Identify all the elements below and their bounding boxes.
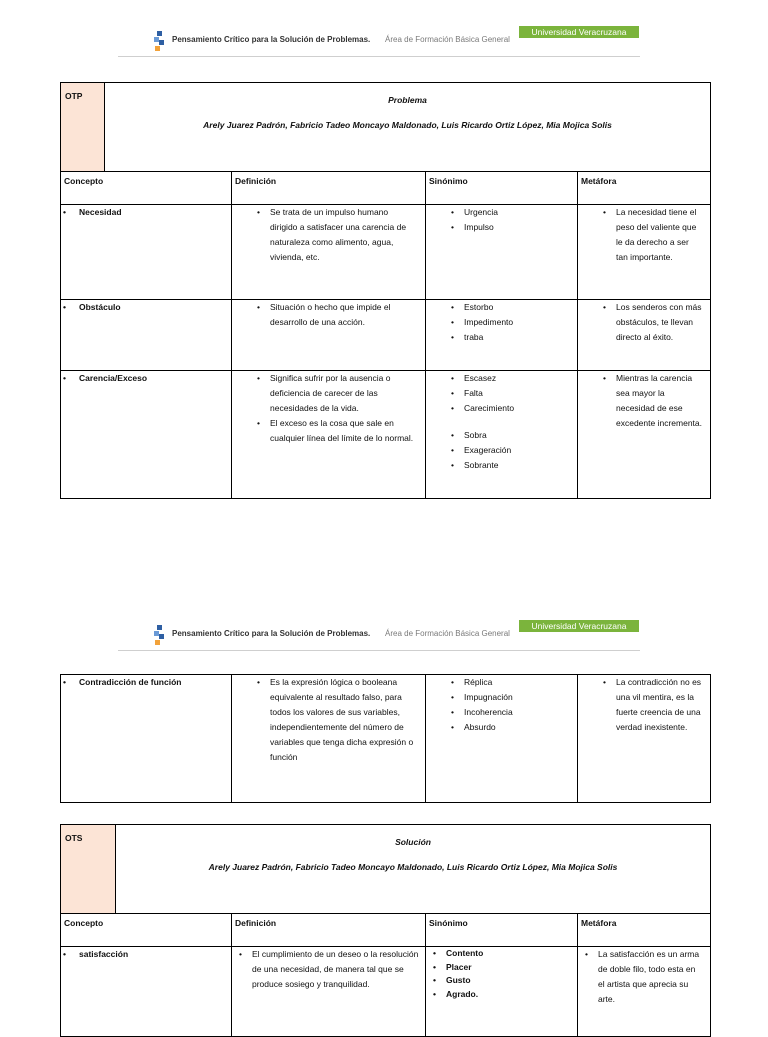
col-header-sinonimo: Sinónimo [426,914,578,947]
uv-logo-icon [154,625,164,647]
synonym-item: • Impedimento [464,315,577,330]
otp-title-cell [105,83,711,172]
table-row [61,947,711,1037]
col-header-concepto: Concepto [61,914,232,947]
col-header-definicion: Definición [232,914,426,947]
table-row [61,205,711,300]
otp-authors: Arely Juarez Padrón, Fabricio Tadeo Moncayo Maldonado, Luis Ricardo Ortiz López, Mia Mojica Solis [203,120,612,130]
col-header-definicion: Definición [232,172,426,205]
table-row [61,675,711,803]
area-name: Área de Formación Básica General [385,35,510,44]
synonym-item: • Urgencia [464,205,577,220]
otp-table [60,82,711,499]
col-header-sinonimo: Sinónimo [426,172,578,205]
synonym-item: • Agrado. [446,988,577,1002]
metaphor-text: • La necesidad tiene el peso del valiente que le da derecho a ser tan importante. [616,205,702,265]
synonym-item: • Absurdo [464,720,577,735]
university-badge: Universidad Veracruzana [519,620,639,632]
metaphor-text: • Mientras la carencia sea mayor la necesidad de ese excedente incrementa. [616,371,702,431]
synonym-item: • Falta [464,386,577,401]
ots-table [60,824,711,1037]
definition-text: • Situación o hecho que impide el desarrollo de una acción. [270,300,415,330]
course-name: Pensamiento Crítico para la Solución de Problemas. [172,629,371,638]
uv-logo-icon [154,31,164,53]
concept-label: • Obstáculo [61,300,231,315]
metaphor-text: • La satisfacción es un arma de doble filo, todo esta en el artista que aprecia su arte. [598,947,702,1007]
otp-tag: OTP [61,83,105,172]
synonym-item: • Escasez [464,371,577,386]
otp-title: Problema [388,95,427,105]
synonym-item: • Sobra [464,428,577,443]
synonym-item: • Exageración [464,443,577,458]
course-name: Pensamiento Crítico para la Solución de Problemas. [172,35,371,44]
synonym-item: • Incoherencia [464,705,577,720]
definition-text: • Se trata de un impulso humano dirigido a satisfacer una carencia de naturaleza como alimento, agua, vivienda, etc. [270,205,415,265]
otp-continuation-table [60,674,711,803]
page-header [118,24,640,57]
area-name: Área de Formación Básica General [385,629,510,638]
metaphor-text: • La contradicción no es una vil mentira, es la fuerte creencia de una verdad inexistente. [616,675,702,735]
concept-label: • Carencia/Exceso [61,371,231,386]
university-badge: Universidad Veracruzana [519,26,639,38]
col-header-concepto: Concepto [61,172,232,205]
concept-label: • Necesidad [61,205,231,220]
synonym-item: • Contento [446,947,577,961]
ots-authors: Arely Juarez Padrón, Fabricio Tadeo Moncayo Maldonado, Luis Ricardo Ortiz López, Mia Mojica Solis [208,862,618,872]
ots-title: Solución [395,837,431,847]
synonym-item: • Placer [446,961,577,975]
synonym-item: • Sobrante [464,458,577,473]
page-header [118,618,640,651]
col-header-metafora: Metáfora [578,172,711,205]
concept-label: • Contradicción de función [61,675,231,690]
ots-tag: OTS [61,825,116,914]
concept-label: • satisfacción [61,947,231,962]
table-row [61,371,711,499]
col-header-metafora: Metáfora [578,914,711,947]
table-row [61,300,711,371]
ots-title-cell [116,825,711,914]
definition-text: • Es la expresión lógica o booleana equivalente al resultado falso, para todos los valores de sus variables, independientemente del número de variables que tenga dicha expresión o función [270,675,415,765]
synonym-item: • Gusto [446,974,577,988]
synonym-item: • Estorbo [464,300,577,315]
definition-text: • El cumplimiento de un deseo o la resolución de una necesidad, de manera tal que se produce sosiego y tranquilidad. [252,947,419,992]
metaphor-text: • Los senderos con más obstáculos, te llevan directo al éxito. [616,300,702,345]
synonym-item: • Carecimiento [464,401,577,416]
definition-text: • El exceso es la cosa que sale en cualquier línea del límite de lo normal. [270,416,415,446]
synonym-item: • traba [464,330,577,345]
definition-text: • Significa sufrir por la ausencia o deficiencia de carecer de las necesidades de la vida. [270,371,415,416]
synonym-item: • Impulso [464,220,577,235]
synonym-item: • Réplica [464,675,577,690]
synonym-item: • Impugnación [464,690,577,705]
